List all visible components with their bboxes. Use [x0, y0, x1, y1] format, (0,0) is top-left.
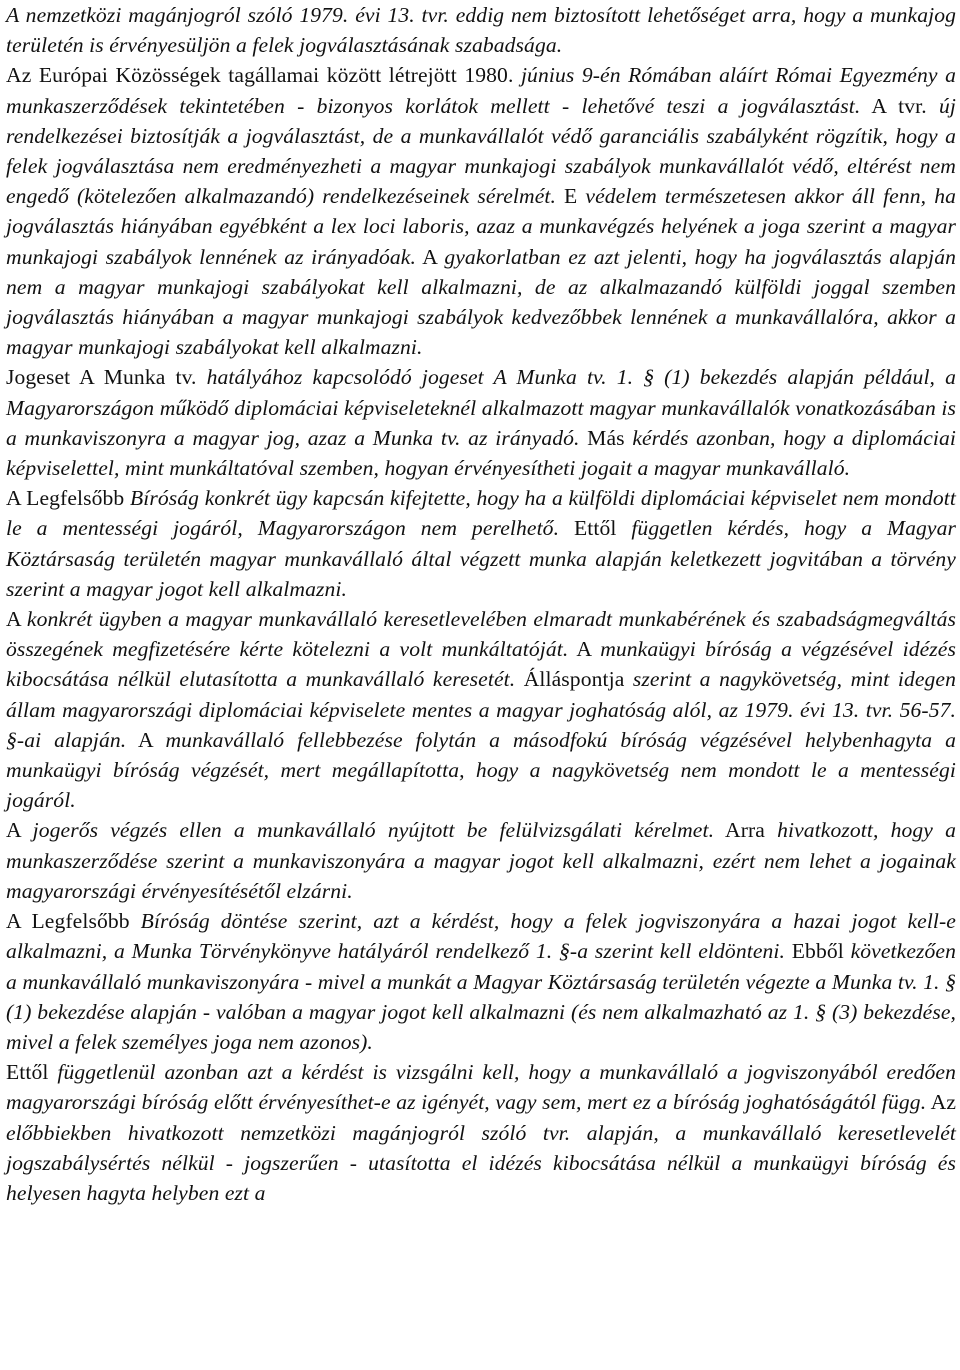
text-run: A tvr.	[860, 93, 939, 118]
text-run: Arra	[714, 818, 778, 843]
text-run: A	[6, 818, 33, 843]
text-run: Más	[579, 425, 633, 450]
italic-text-run: független kérdés, hogy a Magyar Köztársaság területén magyar munkavállaló által végzett munka alapján keletkezett jogvitában a törvény szerint a magyar jogot kell alkalmazni.	[6, 516, 956, 601]
italic-text-run: védelem természetesen akkor áll fenn, ha jogválasztás hiányában egyébként a lex loci laboris, azaz a munkavégzés helyének a joga szerint a magyar munkajogi szabályok lennének az irányadóak.	[6, 184, 957, 269]
italic-text-run: gyakorlatban ez azt jelenti, hogy ha jogválasztás alapján nem a magyar munkajogi szabályokat kell alkalmazni, de az alkalmazandó külföldi joggal szemben jogválasztás hiányában a magyar munkajogi szabályok kedvezőbbek lennének a munkavállalóra, akkor a magyar munkajogi szabályokat kell alkalmazni.	[6, 244, 956, 360]
paragraph	[6, 815, 956, 906]
italic-text-run: hatályához kapcsolódó jogeset A Munka tv. 1.	[206, 365, 634, 390]
text-run: Ebből	[785, 939, 851, 964]
paragraph	[6, 483, 956, 604]
italic-text-run: munkaügyi bíróság a végzésével idézés kibocsátása nélkül elutasította a munkavállaló keresetét.	[6, 637, 956, 692]
italic-text-run: kérdés azonban, hogy a diplomáciai képviselettel, mint munkáltatóval szemben, hogyan érvényesítheti jogait a magyar munkavállaló.	[6, 425, 956, 481]
text-run: Jogeset A Munka tv.	[6, 365, 207, 390]
italic-text-run: jogerős végzés ellen a munkavállaló nyújtott be felülvizsgálati kérelmet.	[32, 818, 715, 843]
italic-text-run: szerint a nagykövetség, mint idegen állam magyarországi diplomáciai képviselete mentes a magyar joghatóság alól, az 1979. évi 13. tvr. 56-57.	[6, 667, 957, 722]
italic-text-run: függetlenül azonban azt a kérdést is vizsgálni kell, hogy a munkavállaló a jogviszonyából eredően magyarországi bíróság előtt érvényesíthet-e az igényét, vagy sem, mert ez a bíróság joghatóságától függ.	[6, 1060, 956, 1115]
paragraph	[6, 0, 956, 60]
italic-text-run: §-a szerint kell eldönteni.	[559, 939, 785, 964]
italic-text-run: §-ai alapján.	[6, 727, 127, 752]
italic-text-run: hivatkozott, hogy a munkaszerződése szerint a munkaviszonyára a magyar jogot kell alkalmazni, ezért nem lehet a jogainak magyarországi érvényesítésétől elzárni.	[6, 818, 956, 903]
italic-text-run: következően a munkavállaló munkaviszonyára - mivel a munkát a Magyar Köztársaság területén végezte a Munka tv. 1.	[6, 939, 956, 994]
text-run: A	[6, 607, 27, 632]
text-run: Álláspontja	[515, 667, 633, 692]
text-run: Az	[926, 1090, 957, 1115]
text-run: A Legfelsőbb	[6, 486, 130, 511]
document-page	[6, 0, 956, 1208]
italic-text-run: § (1) bekezdése alapján - valóban a magyar jogot kell alkalmazni (és nem alkalmazható az 1.	[6, 969, 956, 1024]
italic-text-run: új rendelkezései biztosítják a jogválasztást, de a munkavállalót védő garanciális szabályként rögzítik, hogy a felek jogválasztása nem eredményezheti a magyar munkajogi szabályok munkavállalót védő, eltérést nem engedő (kötelezően alkalmazandó) rendelkezéseinek sérelmét.	[6, 93, 956, 209]
text-run: A Legfelsőbb	[6, 909, 141, 934]
italic-text-run: Bíróság konkrét ügy kapcsán kifejtette, hogy ha a külföldi diplomáciai képviselet nem mondott le a mentességi jogáról, Magyarországon nem perelhető.	[6, 486, 957, 541]
text-run: Ettől	[559, 516, 632, 541]
text-run: A	[568, 637, 601, 662]
paragraph	[6, 1057, 956, 1208]
paragraph	[6, 362, 956, 483]
paragraph	[6, 60, 956, 362]
text-run	[633, 365, 643, 389]
paragraph	[6, 604, 956, 815]
italic-text-run: június 9-én Rómában aláírt Római Egyezmény a munkaszerződések tekintetében - bizonyos korlátok mellett - lehetővé teszi a jogválasztást.	[6, 63, 956, 118]
italic-text-run: előbbiekben hivatkozott nemzetközi magánjogról szóló tvr. alapján, a munkavállaló keresetlevelét jogszabálysértés nélkül - jogszerűen - utasította el idézés kibocsátása nélkül a munkaügyi bíróság és helyesen hagyta helyben ezt a	[6, 1120, 956, 1205]
italic-text-run: § (3) bekezdése, mivel a felek személyes joga nem azonos).	[6, 999, 957, 1054]
italic-text-run: Bíróság döntése szerint, azt a kérdést, hogy a felek jogviszonyára a hazai jogot kell-e alkalmazni, a Munka Törvénykönyve hatályáról rendelkező 1.	[6, 909, 956, 964]
italic-text-run: § (1) bekezdés alapján például, a Magyarországon működő diplomáciai képviseleteknél alkalmazott magyar munkavállalók vonatkozásában is a munkaviszonyra a magyar jog, azaz a Munka tv. az irányadó.	[6, 365, 957, 450]
paragraph	[6, 906, 956, 1057]
text-run: E	[556, 184, 586, 209]
italic-text-run: A nemzetközi magánjogról szóló 1979. évi 13. tvr. eddig nem biztosított lehetőséget arra, hogy a munkajog területén is érvényesüljön a felek jogválasztásának szabadsága.	[6, 3, 956, 58]
italic-text-run: konkrét ügyben a magyar munkavállaló keresetlevelében elmaradt munkabérének és szabadságmegváltás összegének megfizetésére kérte kötelezni a volt munkáltatóját.	[6, 607, 956, 662]
text-run: A	[415, 244, 445, 269]
italic-text-run: munkavállaló fellebbezése folytán a másodfokú bíróság végzésével helybenhagyta a munkaügyi bíróság végzését, mert megállapította, hogy a nagykövetség nem mondott le a mentességi jogáról.	[6, 727, 957, 813]
text-run: Az Európai Közösségek tagállamai között létrejött 1980.	[6, 63, 521, 88]
text-run: A	[126, 727, 166, 752]
text-run: Ettől	[6, 1060, 58, 1085]
